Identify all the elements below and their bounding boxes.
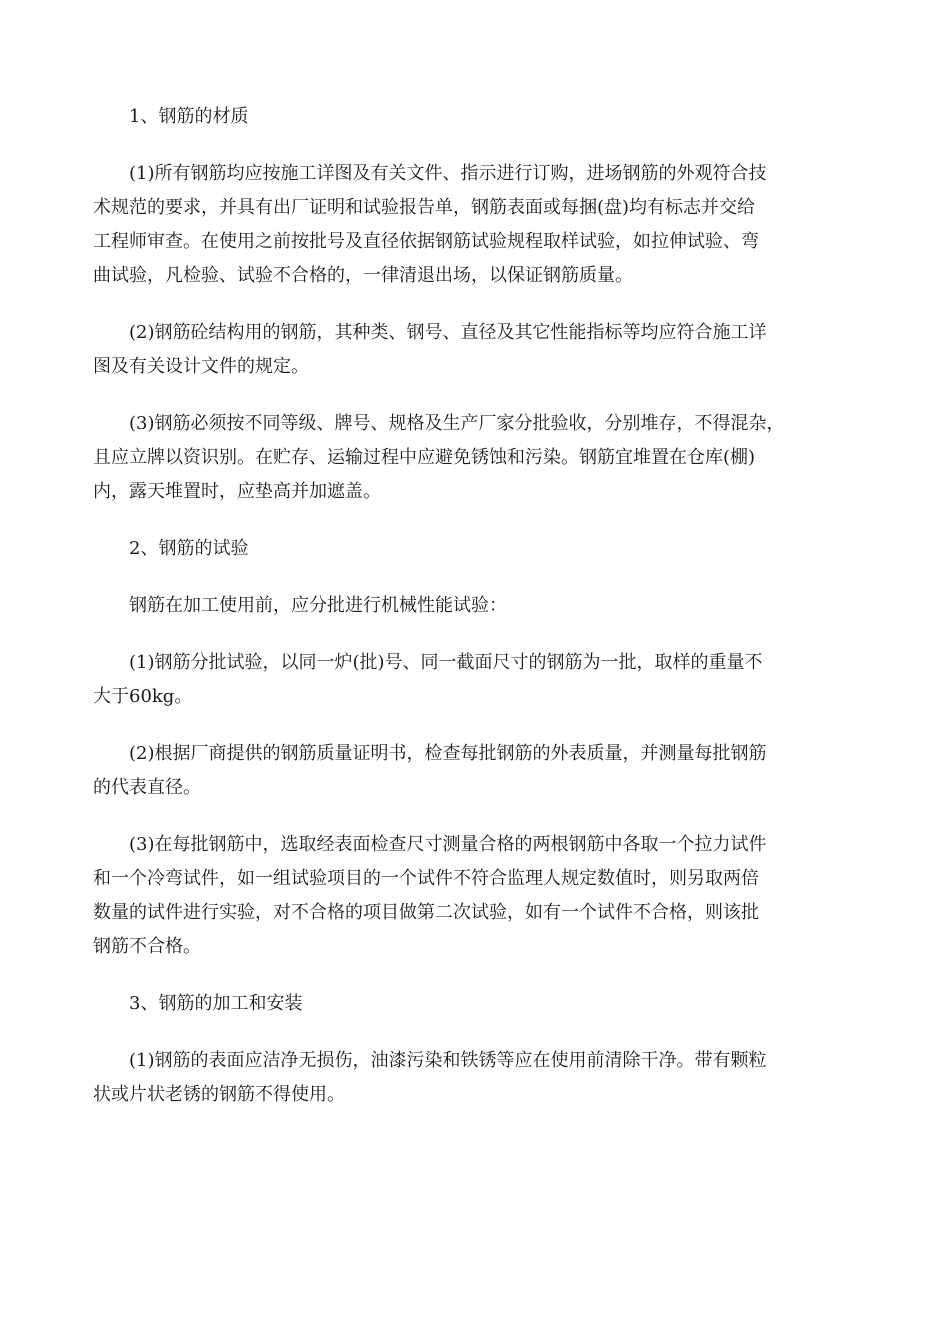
text-line: (2)钢筋砼结构用的钢筋，其种类、钢号、直径及其它性能指标等均应符合施工详 [129,322,767,343]
paragraph-testing-3 [93,828,863,964]
text-line: (1)钢筋的表面应洁净无损伤，油漆污染和铁锈等应在使用前清除干净。带有颗粒 [129,1050,767,1071]
text-line: 内，露天堆置时，应垫高并加遮盖。 [93,481,381,502]
heading-line: 3、钢筋的加工和安装 [129,993,303,1014]
paragraph-material-3 [93,407,863,509]
section-heading-processing [93,987,863,1021]
text-line: (3)在每批钢筋中，选取经表面检查尺寸测量合格的两根钢筋中各取一个拉力试件 [129,834,767,855]
paragraph-material-1 [93,157,863,293]
heading-line: 1、钢筋的材质 [129,106,249,127]
text-line: 工程师审查。在使用之前按批号及直径依据钢筋试验规程取样试验，如拉伸试验、弯 [93,231,759,252]
text-line: 状或片状老锈的钢筋不得使用。 [93,1084,345,1105]
paragraph-testing-1 [93,646,863,714]
document-body [93,100,863,1135]
text-line: 钢筋在加工使用前，应分批进行机械性能试验： [129,595,507,616]
text-line: 曲试验，凡检验、试验不合格的，一律清退出场，以保证钢筋质量。 [93,265,633,286]
text-line: 术规范的要求，并具有出厂证明和试验报告单，钢筋表面或每捆(盘)均有标志并交给 [93,197,756,218]
text-line: (2)根据厂商提供的钢筋质量证明书，检查每批钢筋的外表质量，并测量每批钢筋 [129,743,767,764]
section-heading-testing [93,532,863,566]
paragraph-testing-2 [93,737,863,805]
heading-line: 2、钢筋的试验 [129,538,249,559]
text-line: 和一个冷弯试件，如一组试验项目的一个试件不符合监理人规定数值时，则另取两倍 [93,868,759,889]
text-line: 数量的试件进行实验，对不合格的项目做第二次试验，如有一个试件不合格，则该批 [93,902,759,923]
text-line: 大于60kg。 [93,686,193,707]
text-line: 钢筋不合格。 [93,936,201,957]
text-line: 图及有关设计文件的规定。 [93,356,309,377]
text-line: (1)所有钢筋均应按施工详图及有关文件、指示进行订购，进场钢筋的外观符合技 [129,163,767,184]
text-line: (3)钢筋必须按不同等级、牌号、规格及生产厂家分批验收，分别堆存，不得混杂， [129,413,785,434]
paragraph-material-2 [93,316,863,384]
paragraph-processing-1 [93,1044,863,1112]
text-line: 的代表直径。 [93,777,201,798]
section-heading-material [93,100,863,134]
text-line: 且应立牌以资识别。在贮存、运输过程中应避免锈蚀和污染。钢筋宜堆置在仓库(棚) [93,447,756,468]
paragraph-testing-intro [93,589,863,623]
text-line: (1)钢筋分批试验，以同一炉(批)号、同一截面尺寸的钢筋为一批，取样的重量不 [129,652,763,673]
